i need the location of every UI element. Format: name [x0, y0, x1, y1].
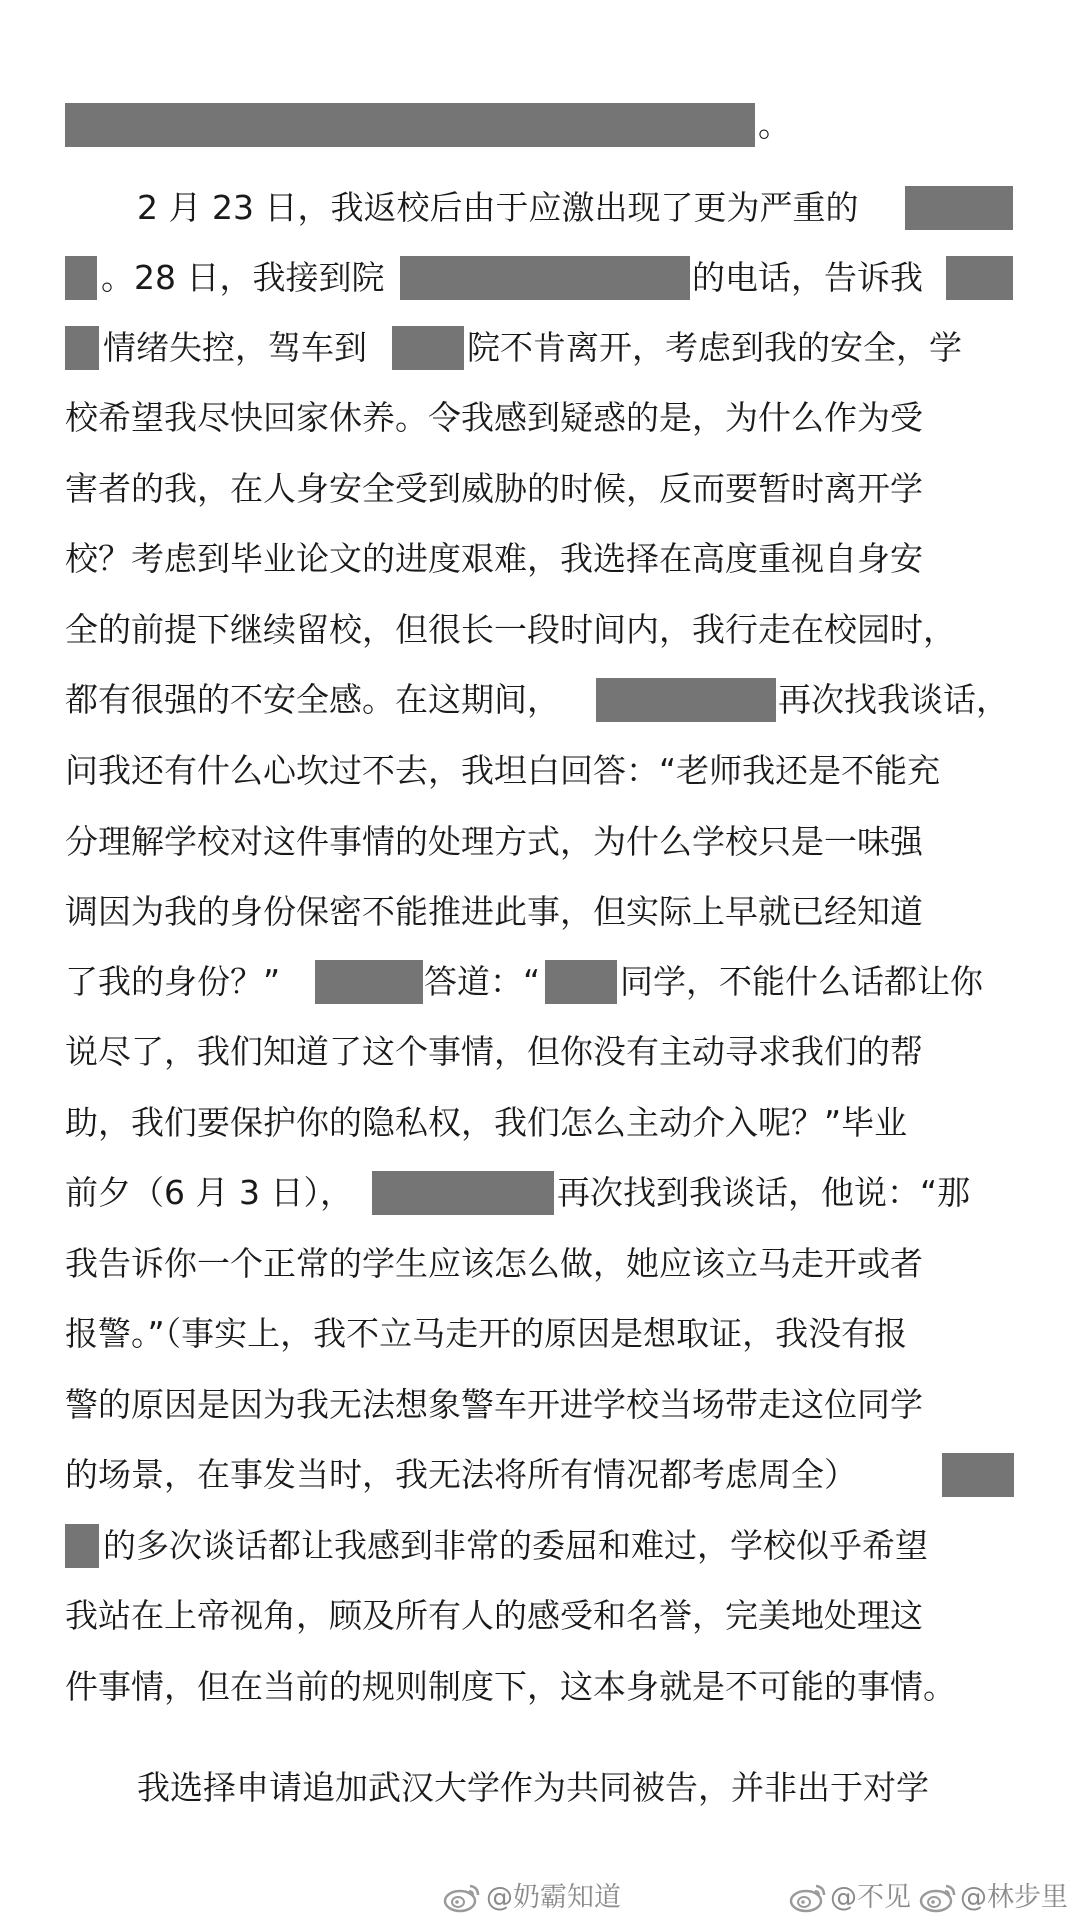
watermark-credit: @林步里 — [960, 1882, 1068, 1913]
text-fragment: 我告诉你一个正常的学生应该怎么做，她应该立马走开或者 — [65, 1244, 923, 1283]
text-fragment: 的场景，在事发当时，我无法将所有情况都考虑周全） — [65, 1455, 857, 1494]
redaction-box — [946, 256, 1013, 300]
text-line — [0, 459, 1080, 519]
text-fragment: 件事情，但在当前的规则制度下，这本身就是不可能的事情。 — [65, 1667, 956, 1706]
redaction-box — [392, 326, 464, 370]
text-fragment: 2 月 23 日，我返校后由于应激出现了更为严重的 — [137, 188, 859, 227]
text-line — [0, 95, 1080, 155]
text-fragment: 都有很强的不安全感。在这期间， — [65, 680, 560, 719]
text-fragment: 分理解学校对这件事情的处理方式，为什么学校只是一味强 — [65, 822, 923, 861]
text-fragment: 的电话，告诉我 — [692, 258, 923, 297]
text-line — [0, 1022, 1080, 1082]
watermark-credit: @不见 — [830, 1882, 911, 1913]
watermark-credit: @奶霸知道 — [486, 1882, 621, 1913]
redaction-box — [545, 960, 617, 1004]
text-fragment: 助，我们要保护你的隐私权，我们怎么主动介入呢？”毕业 — [65, 1103, 908, 1142]
redaction-box — [65, 256, 97, 300]
text-fragment: 同学，不能什么话都让你 — [620, 962, 983, 1001]
text-fragment: 了我的身份？” — [65, 962, 281, 1001]
text-fragment: 我站在上帝视角，顾及所有人的感受和名誉，完美地处理这 — [65, 1596, 923, 1635]
redaction-box — [400, 256, 690, 300]
text-line — [0, 1163, 1080, 1223]
redaction-box — [65, 326, 99, 370]
text-line — [0, 741, 1080, 801]
weibo-icon — [442, 1880, 482, 1914]
text-fragment: 报警。”（事实上，我不立马走开的原因是想取证，我没有报 — [65, 1314, 908, 1353]
text-fragment: 问我还有什么心坎过不去，我坦白回答：“老师我还是不能充 — [65, 751, 941, 790]
text-fragment: 院不肯离开，考虑到我的安全，学 — [467, 328, 962, 367]
weibo-icon — [788, 1880, 828, 1914]
redaction-box — [65, 103, 755, 147]
text-fragment: 害者的我，在人身安全受到威胁的时候，反而要暂时离开学 — [65, 469, 923, 508]
text-line — [0, 388, 1080, 448]
text-line — [0, 248, 1080, 308]
text-line — [0, 1234, 1080, 1294]
text-line — [0, 1375, 1080, 1435]
text-line — [0, 1516, 1080, 1576]
text-line — [0, 318, 1080, 378]
text-fragment: 说尽了，我们知道了这个事情，但你没有主动寻求我们的帮 — [65, 1032, 923, 1071]
text-line — [0, 178, 1080, 238]
text-fragment: 。 — [758, 105, 791, 144]
text-fragment: 前夕（6 月 3 日）， — [65, 1173, 353, 1212]
text-fragment: 再次找到我谈话，他说：“那 — [557, 1173, 971, 1212]
text-line — [0, 1445, 1080, 1505]
text-line — [0, 882, 1080, 942]
text-line — [0, 670, 1080, 730]
text-line — [0, 1304, 1080, 1364]
text-line — [0, 952, 1080, 1012]
redaction-box — [315, 960, 423, 1004]
redaction-box — [372, 1171, 554, 1215]
text-line — [0, 1758, 1080, 1818]
text-fragment: 警的原因是因为我无法想象警车开进学校当场带走这位同学 — [65, 1385, 923, 1424]
text-fragment: 调因为我的身份保密不能推进此事，但实际上早就已经知道 — [65, 892, 923, 931]
text-fragment: 全的前提下继续留校，但很长一段时间内，我行走在校园时， — [65, 610, 956, 649]
text-fragment: 。28 日，我接到院 — [101, 258, 385, 297]
redaction-box — [905, 186, 1013, 230]
text-line — [0, 529, 1080, 589]
text-fragment: 再次找我谈话， — [778, 680, 1009, 719]
weibo-icon — [918, 1880, 958, 1914]
text-fragment: 校希望我尽快回家休养。令我感到疑惑的是，为什么作为受 — [65, 398, 923, 437]
text-line — [0, 1093, 1080, 1153]
text-fragment: 我选择申请追加武汉大学作为共同被告，并非出于对学 — [137, 1768, 929, 1807]
text-fragment: 的多次谈话都让我感到非常的委屈和难过，学校似乎希望 — [103, 1526, 928, 1565]
text-line — [0, 1586, 1080, 1646]
text-fragment: 答道：“ — [424, 962, 541, 1001]
text-line — [0, 600, 1080, 660]
text-fragment: 情绪失控，驾车到 — [103, 328, 367, 367]
redaction-box — [942, 1453, 1014, 1497]
text-fragment: 校？考虑到毕业论文的进度艰难，我选择在高度重视自身安 — [65, 539, 923, 578]
text-line — [0, 812, 1080, 872]
redaction-box — [596, 678, 776, 722]
text-line — [0, 1657, 1080, 1717]
redaction-box — [65, 1524, 99, 1568]
